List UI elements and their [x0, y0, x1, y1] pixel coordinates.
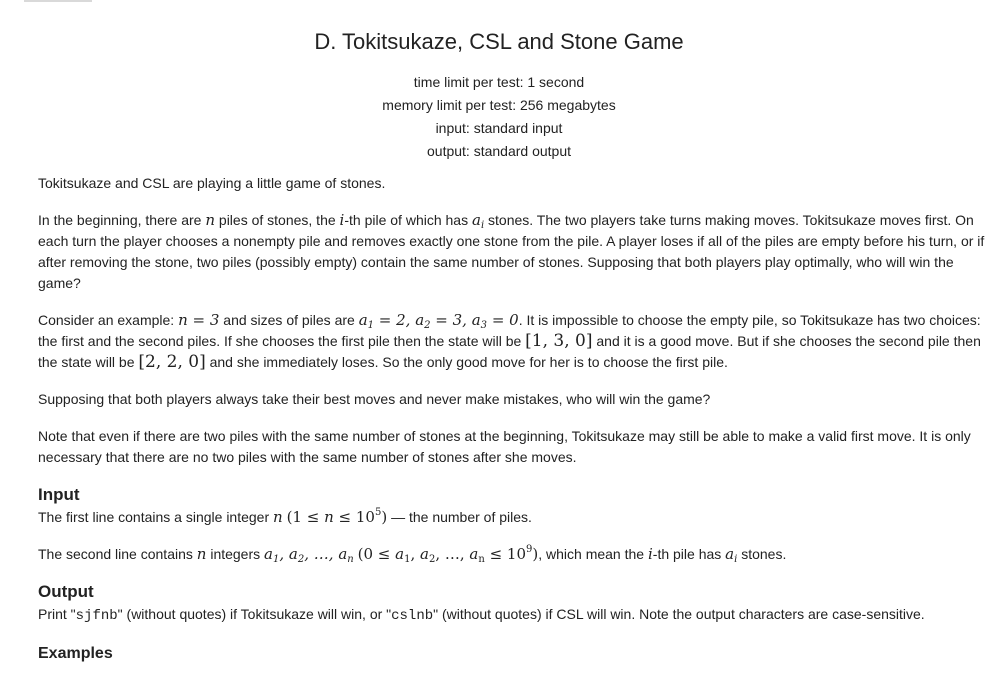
math-pile-sizes [359, 311, 519, 329]
text: stones. The two players take turns making moves. Tokitsukaze moves first. On each turn the player chooses a nonempty pile and removes exactly one stone from the pile. A player loses if all of the piles are empty before his turn, or if after removing the stone, two piles (possibly empty) contain the same number of stones. Supposing that both players play optimally, who will win the game? [38, 212, 985, 291]
text: Consider an example: [38, 312, 179, 328]
math-text: (0 ≤ [357, 545, 396, 563]
input-line-1 [38, 507, 988, 528]
text: , which mean the [538, 546, 648, 562]
math-sub: i [480, 220, 485, 231]
math-text: , [410, 545, 420, 563]
text: -th pile of which has [344, 212, 472, 228]
math-n: n [324, 508, 334, 526]
math-sub: n [347, 554, 354, 565]
math-a: a [264, 545, 273, 563]
math-sub: n [478, 554, 485, 565]
math-sub: i [734, 554, 738, 565]
math-text: , [279, 545, 289, 563]
math-a: a [419, 545, 429, 563]
math-n: n [273, 508, 283, 526]
text: . It is impossible to choose the empty pile, so Tokitsukaze has two choices: the first and the second piles. If she chooses the first pile then the state will be [38, 312, 981, 349]
math-state-2: [2, 2, 0] [138, 352, 206, 372]
math-sub: 2 [297, 554, 305, 565]
text: " (without quotes) if CSL will win. Note the output characters are case-sensitive. [433, 606, 925, 622]
text: The second line contains [38, 546, 197, 562]
text: " (without quotes) if Tokitsukaze will win, or " [117, 606, 392, 622]
math-val: = 2, [374, 311, 416, 329]
math-val: = 0 [487, 311, 519, 329]
time-limit: time limit per test: 1 second [413, 74, 585, 90]
problem-header [0, 0, 998, 163]
math-a: a [469, 545, 479, 563]
legend-paragraph-2 [38, 210, 988, 294]
math-sub: 1 [272, 554, 280, 565]
math-ai [472, 211, 484, 229]
math-ai [725, 545, 737, 563]
math-a: a [358, 311, 368, 329]
math-text: , …, [304, 545, 339, 563]
math-sub: 1 [367, 320, 375, 331]
math-a: a [395, 545, 405, 563]
legend-paragraph-5: Note that even if there are two piles with the same number of stones at the beginning, Tokitsukaze may still be able to make a valid first move. It is only necessary that there are no two piles with the same number of stones after she moves. [38, 428, 971, 465]
math-state-1: [1, 3, 0] [525, 331, 593, 351]
code-cslnb: cslnb [391, 608, 434, 624]
math-a-bound [358, 545, 539, 563]
output-text [38, 604, 988, 627]
problem-title: D. Tokitsukaze, CSL and Stone Game [314, 29, 684, 54]
math-n: n [205, 211, 216, 229]
text: Print " [38, 606, 76, 622]
math-a: a [415, 311, 425, 329]
math-a: a [288, 545, 298, 563]
math-text: ≤ 10 [484, 545, 526, 563]
math-sup: 9 [526, 544, 533, 555]
memory-limit: memory limit per test: 256 megabytes [382, 97, 616, 113]
math-val: = 3, [430, 311, 472, 329]
math-a: a [725, 545, 735, 563]
input-section-title: Input [38, 485, 80, 504]
problem-statement [38, 173, 988, 666]
top-divider [24, 0, 92, 2]
math-text: , …, [435, 545, 470, 563]
math-n-bound [287, 508, 388, 526]
math-i: i [339, 211, 345, 229]
math-a: a [338, 545, 348, 563]
math-sub: 2 [424, 320, 431, 331]
text: In the beginning, there are [38, 212, 206, 228]
examples-section-title: Examples [38, 645, 113, 662]
math-text: ) [532, 545, 539, 563]
text: — the number of piles. [387, 509, 532, 525]
text: -th pile has [652, 546, 726, 562]
input-file: input: standard input [435, 120, 563, 136]
legend-paragraph-1: Tokitsukaze and CSL are playing a little game of stones. [38, 175, 386, 191]
math-text: ) [381, 508, 388, 526]
text: and sizes of piles are [219, 312, 359, 328]
code-sjfnb: sjfnb [75, 608, 118, 624]
text: piles of stones, the [215, 212, 340, 228]
text: and it is a good move. But if she chooses the second pile then the state will be [38, 333, 981, 370]
math-sub: 2 [428, 554, 436, 565]
output-section-title: Output [38, 582, 94, 601]
legend-paragraph-3 [38, 310, 988, 373]
math-n: n [196, 545, 207, 563]
text: stones. [737, 546, 787, 562]
math-sup: 5 [374, 507, 382, 518]
math-a: a [471, 311, 481, 329]
math-a: a [471, 211, 481, 229]
math-n-eq: n = 3 [178, 311, 220, 329]
math-sequence [264, 545, 354, 563]
math-text: ≤ 10 [333, 508, 375, 526]
math-text: (1 ≤ [286, 508, 325, 526]
math-sub: 1 [404, 554, 411, 565]
math-i: i [647, 545, 653, 563]
output-file: output: standard output [427, 143, 571, 159]
legend-paragraph-4: Supposing that both players always take their best moves and never make mistakes, who will win the game? [38, 391, 711, 407]
text: integers [206, 546, 265, 562]
text: and she immediately loses. So the only good move for her is to choose the first pile. [205, 354, 728, 370]
input-line-2 [38, 544, 988, 565]
text: The first line contains a single integer [38, 509, 274, 525]
math-sub: 3 [480, 320, 488, 331]
